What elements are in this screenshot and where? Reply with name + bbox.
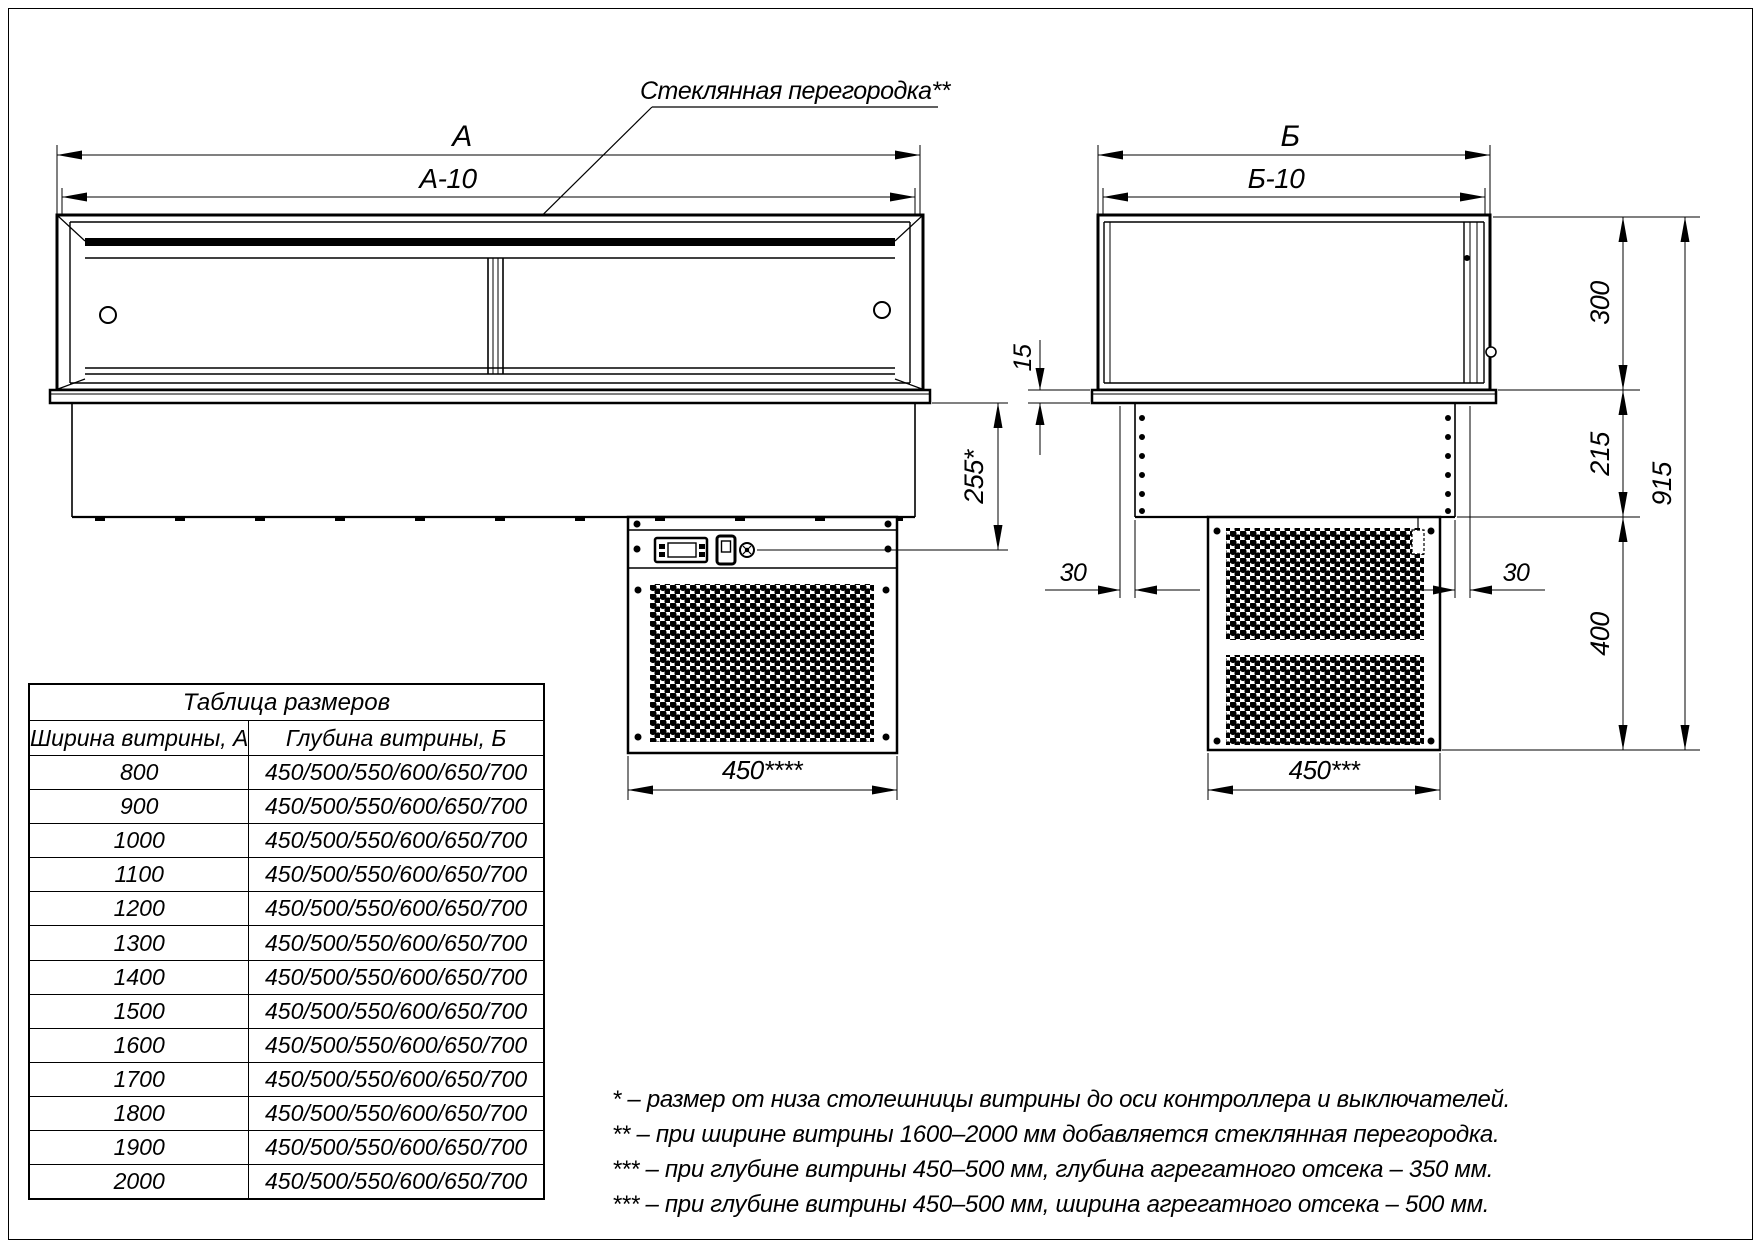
footnotes (612, 1082, 1742, 1222)
size-table-body (29, 756, 544, 1200)
cell-depth: 450/500/550/600/650/700 (249, 756, 544, 790)
size-table (28, 683, 545, 1200)
lower-body-front (72, 403, 915, 521)
table-row (29, 1062, 544, 1096)
cell-depth: 450/500/550/600/650/700 (249, 892, 544, 926)
cell-depth: 450/500/550/600/650/700 (249, 1062, 544, 1096)
footnote-line: *** – при глубине витрины 450–500 мм, глубина агрегатного отсека – 350 мм. (612, 1156, 1494, 1183)
display-case-front (57, 215, 923, 390)
dim-915-label: 915 (1647, 462, 1677, 506)
dim-b-label: Б (1280, 120, 1300, 153)
table-row (29, 756, 544, 790)
dim-unit-depth (1208, 753, 1440, 800)
table-row (29, 994, 544, 1028)
cell-depth: 450/500/550/600/650/700 (249, 1096, 544, 1130)
countertop-side (1092, 390, 1496, 403)
cell-depth: 450/500/550/600/650/700 (249, 926, 544, 960)
cell-depth: 450/500/550/600/650/700 (249, 1165, 544, 1200)
table-row (29, 790, 544, 824)
table-row (29, 1131, 544, 1165)
dim-width-total (57, 120, 920, 214)
cell-depth: 450/500/550/600/650/700 (249, 858, 544, 892)
dim-215-label: 215 (1585, 432, 1615, 476)
cell-width: 1900 (29, 1131, 249, 1165)
cell-depth: 450/500/550/600/650/700 (249, 960, 544, 994)
dim-300-label: 300 (1585, 281, 1615, 325)
table-row (29, 960, 544, 994)
cell-width: 900 (29, 790, 249, 824)
cell-depth: 450/500/550/600/650/700 (249, 824, 544, 858)
temperature-controller (655, 538, 707, 562)
condensing-unit-front (628, 517, 897, 753)
dim-unit-width (628, 755, 897, 800)
col-header-depth: Глубина витрины, Б (249, 721, 544, 756)
ventilation-grille-upper (1226, 528, 1424, 640)
cell-width: 1300 (29, 926, 249, 960)
footnote-line: ** – при ширине витрины 1600–2000 мм добавляется стеклянная перегородка. (612, 1121, 1500, 1148)
display-case-side (1098, 215, 1496, 390)
cell-width: 1400 (29, 960, 249, 994)
lower-body-side (1135, 403, 1455, 517)
side-view (1009, 120, 1700, 800)
table-row (29, 858, 544, 892)
dim-30-right-label: 30 (1502, 559, 1530, 587)
dim-width-inner (62, 163, 915, 216)
size-table-title: Таблица размеров (29, 684, 544, 721)
cell-width: 2000 (29, 1165, 249, 1200)
body-screws (1139, 415, 1451, 514)
dim-450-front-label: 450**** (721, 755, 803, 785)
dim-a10-label: А-10 (419, 163, 477, 194)
top-rail (85, 238, 895, 246)
footnote-line: *** – при глубине витрины 450–500 мм, ширина агрегатного отсека – 500 мм. (612, 1191, 1490, 1218)
col-header-width: Ширина витрины, А (29, 721, 249, 756)
dim-inset-left (1045, 406, 1200, 598)
cell-width: 1100 (29, 858, 249, 892)
table-row (29, 892, 544, 926)
table-row (29, 1165, 544, 1200)
dim-30-left-label: 30 (1059, 559, 1087, 587)
condensing-unit-side (1208, 517, 1440, 750)
table-row (29, 1028, 544, 1062)
cell-depth: 450/500/550/600/650/700 (249, 790, 544, 824)
door-handle-side (1486, 347, 1496, 357)
cell-width: 800 (29, 756, 249, 790)
cell-depth: 450/500/550/600/650/700 (249, 1028, 544, 1062)
dim-countertop-thickness (1009, 340, 1090, 455)
cell-width: 1000 (29, 824, 249, 858)
cell-depth: 450/500/550/600/650/700 (249, 994, 544, 1028)
dim-400-label: 400 (1585, 612, 1615, 656)
footnote-line: * – размер от низа столешницы витрины до оси контроллера и выключателей. (612, 1086, 1510, 1113)
cell-width: 1800 (29, 1096, 249, 1130)
cell-width: 1500 (29, 994, 249, 1028)
table-row (29, 1096, 544, 1130)
countertop-front (50, 390, 930, 403)
dim-depth-inner (1103, 163, 1485, 216)
table-row (29, 824, 544, 858)
dim-450-side-label: 450*** (1288, 755, 1360, 785)
cell-depth: 450/500/550/600/650/700 (249, 1131, 544, 1165)
glass-partition-label: Стеклянная перегородка** (640, 77, 950, 105)
table-row (29, 926, 544, 960)
ventilation-grille-lower (1226, 655, 1424, 745)
ventilation-grille-front (650, 584, 874, 742)
dim-255-label: 255* (959, 450, 989, 504)
dim-a-label: А (452, 120, 472, 153)
dim-15-label: 15 (1009, 344, 1037, 372)
round-indicator (740, 543, 754, 557)
cell-width: 1200 (29, 892, 249, 926)
cell-width: 1600 (29, 1028, 249, 1062)
power-switch (717, 536, 735, 564)
dim-b10-label: Б-10 (1247, 163, 1305, 194)
cell-width: 1700 (29, 1062, 249, 1096)
